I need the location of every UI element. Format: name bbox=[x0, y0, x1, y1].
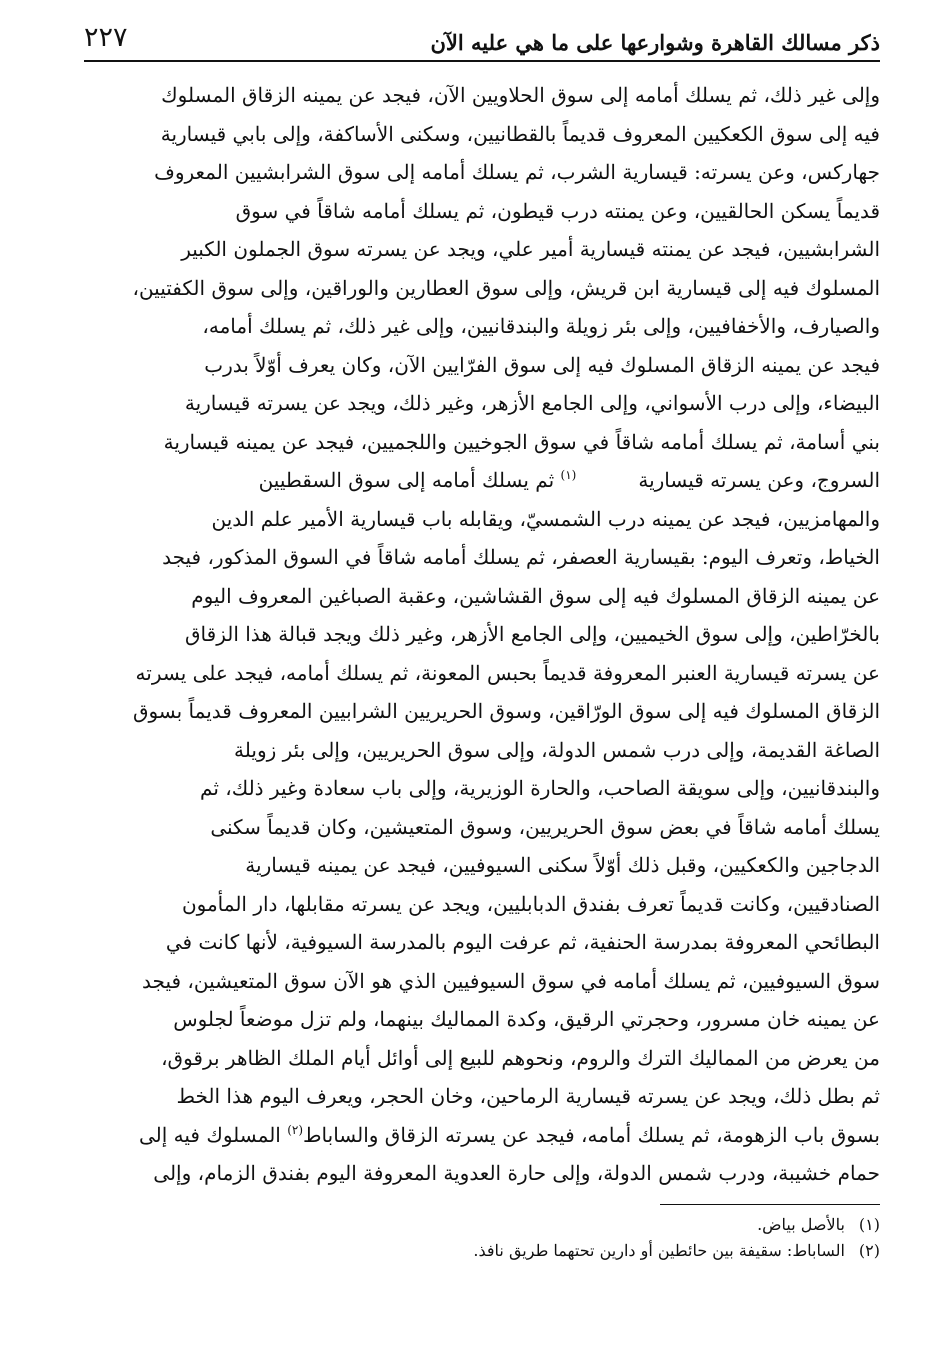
footnote-ref-2: (٢) bbox=[287, 1122, 304, 1137]
body-text bbox=[84, 76, 880, 1193]
text-line: المسلوك فيه إلى قيسارية ابن قريش، وإلى سوق العطارين والوراقين، وإلى سوق الكفتيين، bbox=[132, 275, 880, 300]
footnote-rule bbox=[660, 1204, 880, 1205]
page-number: ٢٢٧ bbox=[84, 22, 128, 53]
text-line: الدجاجين والكعكيين، وقبل ذلك أوّلاً سكنى السيوفيين، فيجد عن يمينه قيسارية bbox=[245, 853, 880, 877]
text-line: وإلى غير ذلك، ثم يسلك أمامه إلى سوق الحلاويين الآن، فيجد عن يمينه الزقاق المسلوك bbox=[161, 83, 880, 107]
text-line: الصنادقيين، وكانت قديماً تعرف بفندق الدبابليين، ويجد عن يسرته مقابلها، دار المأمون bbox=[181, 891, 880, 916]
text-line: عن يسرته قيسارية العنبر المعروفة قديماً بحبس المعونة، ثم يسلك أمامه، فيجد على يسرته bbox=[135, 660, 880, 685]
text-line: جهاركس، وعن يسرته: قيسارية الشرب، ثم يسلك أمامه إلى سوق الشرابشيين المعروف bbox=[154, 160, 880, 184]
text-line: قديماً يسكن الحالقيين، وعن يمنته درب قيطون، ثم يسلك أمامه شاقاً في سوق bbox=[235, 198, 880, 223]
text-line: فيجد عن يمينه الزقاق المسلوك فيه إلى سوق الفرّايين الآن، وكان يعرف أوّلاً بدرب bbox=[204, 352, 880, 377]
line-text-end: المسلوك فيه إلى bbox=[139, 1122, 281, 1147]
text-line: بني أسامة، ثم يسلك أمامه شاقاً في سوق الجوخيين واللجميين، فيجد عن يمينه قيسارية bbox=[163, 429, 880, 454]
running-head bbox=[84, 22, 880, 62]
text-line: الزقاق المسلوك فيه إلى سوق الورّاقين، وسوق الحريريين الشرابيين المعروف قديماً بسوق bbox=[132, 699, 880, 723]
footnote-text: الساباط: سقيفة بين حائطين أو دارين تحتهما طريق نافذ. bbox=[473, 1241, 845, 1260]
text-line: البطائحي المعروفة بمدرسة الحنفية، ثم عرفت اليوم بالمدرسة السيوفية، لأنها كانت في bbox=[165, 930, 880, 954]
text-line: والصيارف، والأخفافيين، وإلى بئر زويلة والبندقانيين، وإلى غير ذلك، ثم يسلك أمامه، bbox=[202, 314, 880, 338]
text-line: البيضاء، وإلى درب الأسواني، وإلى الجامع الأزهر، وغير ذلك، ويجد عن يسرته قيسارية bbox=[184, 391, 880, 415]
running-head-title: ذكر مسالك القاهرة وشوارعها على ما هي عليه الآن bbox=[430, 30, 880, 55]
text-line: سوق السيوفيين، ثم يسلك أمامه في سوق السيوفيين الذي هو الآن سوق المتعيشين، فيجد bbox=[142, 968, 880, 993]
footnote-ref-1: (١) bbox=[560, 468, 577, 482]
line-text-end: ثم يسلك أمامه إلى سوق السقطيين bbox=[258, 468, 555, 492]
text-line: عن يمينه الزقاق المسلوك فيه إلى سوق القشاشين، وعقبة الصباغين المعروف اليوم bbox=[191, 583, 880, 608]
text-line bbox=[84, 461, 880, 500]
text-line: فيه إلى سوق الكعكيين المعروف قديماً بالقطانيين، وسكنى الأساكفة، وإلى بابي قيسارية bbox=[160, 121, 880, 146]
text-line: يسلك أمامه شاقاً في بعض سوق الحريريين، وسوق المتعيشين، وكان قديماً سكنى bbox=[210, 814, 880, 839]
footnote-1 bbox=[84, 1212, 880, 1238]
text-line: والبندقانيين، وإلى سويقة الصاحب، والحارة الوزيرية، وإلى باب سعادة وغير ذلك، ثم bbox=[200, 776, 880, 800]
text-line: عن يمينه خان مسرور، وحجرتي الرقيق، وكدة المماليك بينهما، ولم تزل موضعاً لجلوس bbox=[173, 1007, 880, 1031]
line-text-start: بسوق باب الزهومة، ثم يسلك أمامه، فيجد عن يسرته الزقاق والساباط bbox=[303, 1122, 880, 1147]
text-line: الصاغة القديمة، وإلى درب شمس الدولة، وإلى سوق الحريريين، وإلى بئر زويلة bbox=[234, 737, 880, 762]
text-line: ثم بطل ذلك، ويجد عن يسرته قيسارية الرماحين، وخان الحجر، ويعرف اليوم هذا الخط bbox=[176, 1084, 880, 1108]
footnote-marker: (١) bbox=[858, 1215, 880, 1234]
text-line: حمام خشيبة، ودرب شمس الدولة، وإلى حارة العدوية المعروفة اليوم بفندق الزمام، وإلى bbox=[153, 1161, 880, 1185]
line-text-start: السروج، وعن يسرته قيسارية bbox=[638, 468, 880, 492]
text-line: من يعرض من المماليك الترك والروم، ونحوهم للبيع إلى أوائل أيام الملك الظاهر برقوق، bbox=[161, 1045, 880, 1070]
text-line: الخياط، وتعرف اليوم: بقيسارية العصفر، ثم يسلك أمامه شاقاً في السوق المذكور، فيجد bbox=[162, 545, 880, 569]
footnote-2 bbox=[84, 1238, 880, 1264]
footnote-marker: (٢) bbox=[858, 1241, 880, 1260]
footnote-text: بالأصل بياض. bbox=[757, 1215, 845, 1234]
text-line: والمهامزيين، فيجد عن يمينه درب الشمسيّ، ويقابله باب قيسارية الأمير علم الدين bbox=[211, 506, 880, 531]
text-line: بالخرّاطين، وإلى سوق الخيميين، وإلى الجامع الأزهر، وغير ذلك ويجد قبالة هذا الزقاق bbox=[185, 622, 880, 646]
text-line bbox=[84, 1116, 880, 1155]
text-line: الشرابشيين، فيجد عن يمنته قيسارية أمير علي، ويجد عن يسرته سوق الجملون الكبير bbox=[181, 237, 880, 261]
header-rule bbox=[84, 60, 880, 62]
footnotes bbox=[84, 1212, 880, 1264]
